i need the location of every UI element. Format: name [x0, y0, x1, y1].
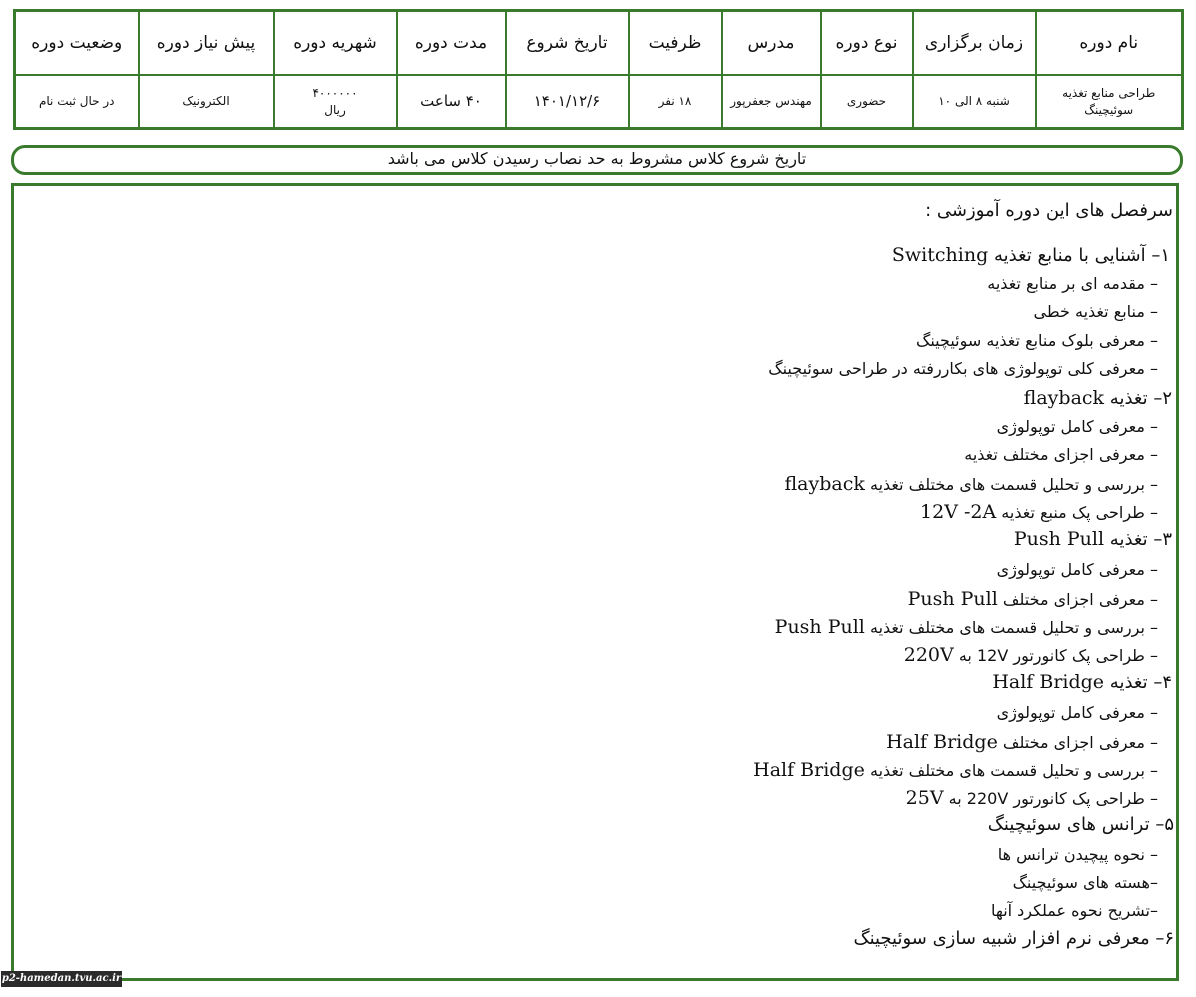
- syllabus-line: [753, 759, 1158, 781]
- syllabus-line-text: ۴– تغذیه: [1109, 672, 1172, 693]
- course-info-table: [13, 9, 1184, 130]
- syllabus-line-latin: Push Pull: [1013, 528, 1105, 550]
- syllabus-line: [997, 703, 1158, 722]
- syllabus-line-text: – طراحی پک کانورتور 12V به: [958, 646, 1158, 665]
- syllabus-line-text: – نحوه پیچیدن ترانس ها: [997, 845, 1158, 864]
- syllabus-line-latin: 25V: [905, 787, 944, 809]
- syllabus-line-latin: 12V -2A: [920, 501, 997, 523]
- syllabus-line-text: – بررسی و تحلیل قسمت های مختلف تغذیه: [869, 761, 1158, 780]
- syllabus-line: [785, 473, 1159, 495]
- cell-instructor: مهندس جعفرپور: [722, 75, 821, 129]
- syllabus-line-text: –هسته های سوئیچینگ: [1012, 873, 1158, 892]
- cell-fee: [274, 75, 397, 129]
- header-fee: شهریه دوره: [274, 11, 397, 76]
- header-course-name: نام دوره: [1036, 11, 1183, 76]
- cell-course-name: [1036, 75, 1183, 129]
- syllabus-line: [1014, 528, 1172, 550]
- syllabus-line-text: ۳– تغذیه: [1109, 529, 1172, 550]
- cell-schedule: شنبه ۸ الی ۱۰: [913, 75, 1036, 129]
- syllabus-line-text: – معرفی کامل توپولوژی: [996, 417, 1158, 436]
- header-course-type: نوع دوره: [821, 11, 913, 76]
- site-watermark: p2-hamedan.tvu.ac.ir: [1, 971, 122, 987]
- syllabus-line-text: – معرفی کامل توپولوژی: [996, 560, 1158, 579]
- syllabus-line-text: – بررسی و تحلیل قسمت های مختلف تغذیه: [869, 618, 1158, 637]
- syllabus-line-latin: Switching: [891, 244, 989, 266]
- table-header-row: [15, 11, 1183, 76]
- syllabus-line-latin: flayback: [1023, 387, 1105, 409]
- syllabus-line-text: ۲– تغذیه: [1109, 388, 1172, 409]
- syllabus-line-latin: Half Bridge: [886, 731, 998, 753]
- syllabus-line: [997, 560, 1158, 579]
- syllabus-line-text: – معرفی اجزای مختلف: [1002, 590, 1158, 609]
- syllabus-box: [11, 183, 1179, 981]
- cell-capacity: ۱۸ نفر: [629, 75, 722, 129]
- syllabus-line: [991, 901, 1158, 920]
- syllabus-line: [1024, 387, 1172, 409]
- syllabus-line: [988, 814, 1174, 835]
- syllabus-line-latin: flayback: [784, 473, 865, 495]
- syllabus-line-latin: Push Pull: [907, 588, 998, 610]
- cell-course-type: حضوری: [821, 75, 913, 129]
- syllabus-line: [998, 845, 1158, 864]
- syllabus-line-text: ۵– ترانس های سوئیچینگ: [987, 814, 1174, 835]
- syllabus-line: [904, 644, 1158, 666]
- header-status: وضعیت دوره: [15, 11, 139, 76]
- syllabus-line: [853, 928, 1174, 949]
- syllabus-line-text: – معرفی اجزای مختلف: [1002, 733, 1158, 752]
- header-schedule: زمان برگزاری: [913, 11, 1036, 76]
- syllabus-line-text: – طراحی پک کانورتور 220V به: [948, 789, 1158, 808]
- syllabus-line-text: – مقدمه ای بر منابع تغذیه: [987, 274, 1158, 293]
- syllabus-title: سرفصل های این دوره آموزشی :: [925, 200, 1173, 221]
- syllabus-line-text: –تشریح نحوه عملکرد آنها: [990, 901, 1158, 920]
- header-instructor: مدرس: [722, 11, 821, 76]
- table-row: [15, 75, 1183, 129]
- syllabus-line: [964, 445, 1158, 464]
- cell-duration: ۴۰ ساعت: [397, 75, 506, 129]
- syllabus-line: [768, 359, 1158, 378]
- syllabus-line: [775, 616, 1158, 638]
- header-prerequisite: پیش نیاز دوره: [139, 11, 274, 76]
- cell-start-date: ۱۴۰۱/۱۲/۶: [506, 75, 629, 129]
- syllabus-line: [987, 274, 1158, 293]
- syllabus-line-latin: Half Bridge: [753, 759, 865, 781]
- syllabus-line-text: – معرفی کامل توپولوژی: [996, 703, 1158, 722]
- syllabus-line: [1013, 873, 1158, 892]
- course-name-line1: طراحی منابع تغذیه: [1062, 85, 1156, 100]
- syllabus-line: [908, 588, 1158, 610]
- header-capacity: ظرفیت: [629, 11, 722, 76]
- syllabus-line-text: ۶– معرفی نرم افزار شبیه سازی سوئیچینگ: [853, 928, 1174, 949]
- syllabus-line: [997, 417, 1158, 436]
- syllabus-line: [920, 501, 1158, 523]
- course-name-line2: سوئیچینگ: [1084, 102, 1134, 117]
- start-date-notice: تاریخ شروع کلاس مشروط به حد نصاب رسیدن کلاس می باشد: [11, 145, 1183, 175]
- syllabus-line-text: – معرفی کلی توپولوژی های بکاررفته در طراحی سوئیچینگ: [768, 359, 1158, 378]
- header-duration: مدت دوره: [397, 11, 506, 76]
- syllabus-line: [892, 244, 1170, 266]
- syllabus-line-latin: Push Pull: [774, 616, 865, 638]
- syllabus-line-text: – معرفی بلوک منابع تغذیه سوئیچینگ: [916, 331, 1158, 350]
- syllabus-line: [1034, 302, 1158, 321]
- header-start-date: تاریخ شروع: [506, 11, 629, 76]
- syllabus-line-latin: 220V: [903, 644, 954, 666]
- cell-status: در حال ثبت نام: [15, 75, 139, 129]
- course-table-wrap: [13, 9, 1181, 130]
- syllabus-line-text: ۱– آشنایی با منابع تغذیه: [993, 245, 1170, 266]
- fee-amount: ۴۰۰۰۰۰۰: [312, 85, 358, 100]
- cell-prerequisite: الکترونیک: [139, 75, 274, 129]
- syllabus-line-text: – منابع تغذیه خطی: [1033, 302, 1158, 321]
- syllabus-line-text: – طراحی پک منبع تغذیه: [1001, 503, 1158, 522]
- fee-unit: ریال: [324, 102, 346, 117]
- syllabus-line-latin: Half Bridge: [992, 671, 1105, 693]
- syllabus-line: [992, 671, 1172, 693]
- syllabus-line: [916, 331, 1158, 350]
- syllabus-line-text: – معرفی اجزای مختلف تغذیه: [964, 445, 1158, 464]
- syllabus-line: [886, 731, 1158, 753]
- syllabus-line: [906, 787, 1158, 809]
- syllabus-line-text: – بررسی و تحلیل قسمت های مختلف تغذیه: [869, 475, 1158, 494]
